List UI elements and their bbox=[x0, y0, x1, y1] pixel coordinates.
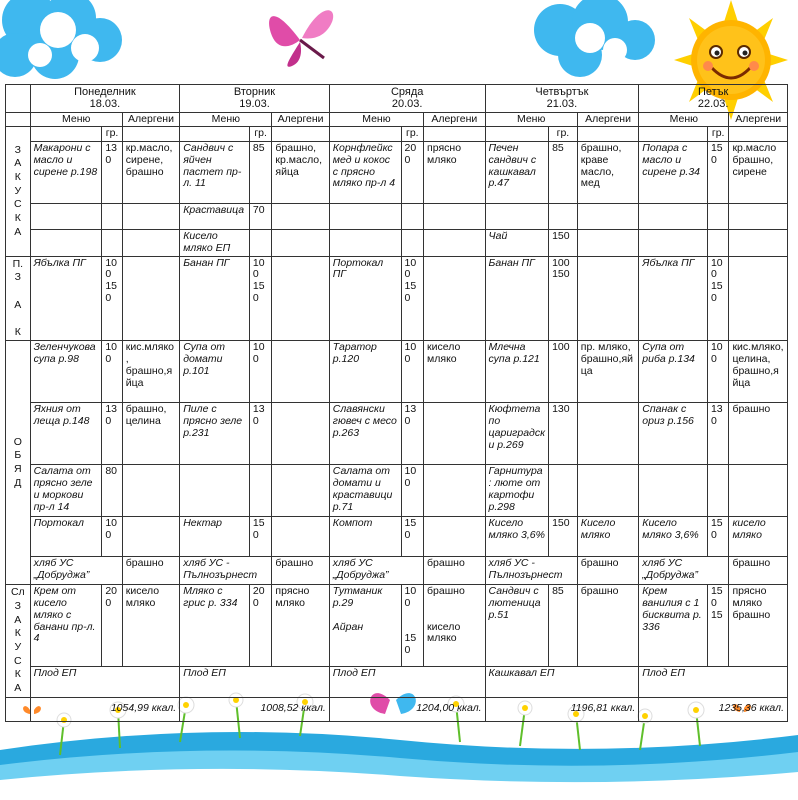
allergens-cell: брашно bbox=[122, 557, 179, 585]
menu-item: Кисело мляко ЕП bbox=[180, 230, 250, 257]
cloud-icon bbox=[0, 0, 130, 80]
grams-header: гр. bbox=[401, 127, 424, 142]
menu-header: Меню bbox=[180, 112, 272, 127]
table-row bbox=[6, 230, 788, 257]
grams-cell: 100 bbox=[102, 517, 122, 557]
day-header: Вторник 19.03. bbox=[180, 85, 330, 113]
grams-cell: 200 bbox=[401, 142, 424, 204]
allergens-cell: кис.мляко, брашно,яйца bbox=[122, 341, 179, 403]
grams-cell: 130 bbox=[102, 403, 122, 465]
allergens-cell: кр.масло брашно, сирене bbox=[729, 142, 788, 204]
grams-cell: 100 150 bbox=[401, 585, 424, 666]
menu-item: Мляко с грис р. 334 bbox=[180, 585, 250, 666]
allergens-cell: кисело мляко bbox=[424, 341, 486, 403]
calories-total: 1196,81 ккал. bbox=[485, 697, 639, 721]
day-header-row bbox=[6, 85, 788, 113]
menu-item: Чай bbox=[485, 230, 549, 257]
grams-cell: 100 150 bbox=[707, 256, 729, 341]
menu-item: Портокал bbox=[30, 517, 102, 557]
column-header-row bbox=[6, 112, 788, 127]
grams-cell: 200 bbox=[102, 585, 122, 666]
menu-header: Меню bbox=[485, 112, 577, 127]
menu-item: Попара с масло и сирене р.34 bbox=[639, 142, 708, 204]
allergens-cell: прясно мляко брашно bbox=[729, 585, 788, 666]
grams-header-row bbox=[6, 127, 788, 142]
table-row bbox=[6, 465, 788, 517]
menu-item: Крем ванилия с 1 бисквита р. 336 bbox=[639, 585, 708, 666]
allergens-cell bbox=[272, 403, 329, 465]
table-row bbox=[6, 585, 788, 666]
weekly-menu-table bbox=[5, 84, 788, 722]
calories-row bbox=[6, 697, 788, 721]
grams-cell: 150 bbox=[249, 517, 272, 557]
menu-header: Меню bbox=[329, 112, 423, 127]
menu-item: Млечна супа р.121 bbox=[485, 341, 549, 403]
grams-cell: 85 bbox=[549, 585, 578, 666]
calories-total: 1204,00 ккал. bbox=[329, 697, 485, 721]
menu-item: Кисело мляко 3,6% bbox=[485, 517, 549, 557]
allergens-cell: брашно, целина bbox=[122, 403, 179, 465]
day-header: Понеделник 18.03. bbox=[30, 85, 180, 113]
grams-cell: 100 150 bbox=[549, 256, 578, 341]
grams-cell: 85 bbox=[249, 142, 272, 204]
grams-cell: 150 bbox=[549, 230, 578, 257]
day-header: Четвъртък 21.03. bbox=[485, 85, 639, 113]
menu-item: Плод ЕП bbox=[639, 666, 788, 697]
grams-cell: 100 bbox=[249, 341, 272, 403]
menu-item: Кашкавал ЕП bbox=[485, 666, 639, 697]
menu-item: Пиле с прясно зеле р.231 bbox=[180, 403, 250, 465]
section-breakfast: З А К У С К А bbox=[6, 127, 31, 256]
menu-item: Макарони с масло и сирене р.198 bbox=[30, 142, 102, 204]
allergens-cell: кр.масло, сирене, брашно bbox=[122, 142, 179, 204]
grams-cell: 100 bbox=[549, 341, 578, 403]
menu-item: Нектар bbox=[180, 517, 250, 557]
section-afternoon-snack: Сл З А К У С К А bbox=[6, 585, 31, 697]
butterfly-icon bbox=[262, 0, 340, 72]
grams-cell: 100 150 bbox=[401, 256, 424, 341]
menu-item: Кюфтета по цариградски р.269 bbox=[485, 403, 549, 465]
grams-header: гр. bbox=[707, 127, 729, 142]
menu-item: Супа от риба р.134 bbox=[639, 341, 708, 403]
table-row bbox=[6, 256, 788, 341]
menu-item: Плод ЕП bbox=[180, 666, 330, 697]
allergens-cell: пр. мляко, брашно,яйца bbox=[577, 341, 639, 403]
menu-item-extra: Айран bbox=[332, 620, 364, 633]
grams-cell: 100 bbox=[102, 341, 122, 403]
menu-item: Супа от домати р.101 bbox=[180, 341, 250, 403]
menu-item: Компот bbox=[329, 517, 401, 557]
table-row bbox=[6, 142, 788, 204]
menu-item: Плод ЕП bbox=[329, 666, 485, 697]
calories-total: 1008,52 ккал. bbox=[180, 697, 330, 721]
allergens-cell: кис.мляко, целина, брашно,яйца bbox=[729, 341, 788, 403]
table-row bbox=[6, 666, 788, 697]
menu-item: Краставица bbox=[180, 204, 250, 230]
menu-item: Кисело мляко 3,6% bbox=[639, 517, 708, 557]
allergens-cell: брашно bbox=[272, 557, 329, 585]
menu-item: хляб УС - Пълнозърнест bbox=[180, 557, 272, 585]
grams-cell: 150 bbox=[707, 142, 729, 204]
grams-cell: 100 150 bbox=[249, 256, 272, 341]
menu-item: Крем от кисело мляко с банани пр-л. 4 bbox=[30, 585, 102, 666]
menu-item: хляб УС „Добруджа” bbox=[639, 557, 729, 585]
menu-item: Портокал ПГ bbox=[329, 256, 401, 341]
grams-cell: 100 bbox=[707, 341, 729, 403]
grams-header: гр. bbox=[249, 127, 272, 142]
calories-total: 1235,36 ккал. bbox=[639, 697, 788, 721]
menu-item: Сандвич с яйчен пастет пр-л. 11 bbox=[180, 142, 250, 204]
menu-header: Меню bbox=[639, 112, 729, 127]
allergens-cell bbox=[577, 403, 639, 465]
menu-item: Банан ПГ bbox=[485, 256, 549, 341]
allergens-cell: кисело мляко bbox=[122, 585, 179, 666]
allergens-cell: брашно bbox=[729, 557, 788, 585]
menu-item: Сандвич с лютеница р.51 bbox=[485, 585, 549, 666]
menu-item: Таратор р.120 bbox=[329, 341, 401, 403]
grams-cell: 85 bbox=[549, 142, 578, 204]
allergens-cell: брашно bbox=[729, 403, 788, 465]
allergens-cell: брашно, краве масло, мед bbox=[577, 142, 639, 204]
menu-item: Банан ПГ bbox=[180, 256, 250, 341]
allergens-header: Алергени bbox=[577, 112, 639, 127]
day-header: Сряда 20.03. bbox=[329, 85, 485, 113]
table-row bbox=[6, 557, 788, 585]
menu-header: Меню bbox=[30, 112, 122, 127]
grams-cell: 130 bbox=[549, 403, 578, 465]
allergens-cell: прясно мляко bbox=[424, 142, 486, 204]
allergens-cell: Кисело мляко bbox=[577, 517, 639, 557]
grams-cell: 150 15 bbox=[707, 585, 729, 666]
table-row bbox=[6, 517, 788, 557]
allergens-cell: кисело мляко bbox=[729, 517, 788, 557]
grams-cell: 70 bbox=[249, 204, 272, 230]
allergens-header: Алергени bbox=[272, 112, 329, 127]
menu-item: хляб УС „Добруджа” bbox=[30, 557, 122, 585]
menu-item: хляб УС „Добруджа” bbox=[329, 557, 423, 585]
menu-item: Тутманик р.29 Айран bbox=[329, 585, 401, 666]
allergens-cell: брашно, кр.масло, яйца bbox=[272, 142, 329, 204]
grams-cell: 100 150 bbox=[102, 256, 122, 341]
section-snack: П. З А К bbox=[6, 256, 31, 341]
grams-cell: 100 bbox=[401, 465, 424, 517]
grams-header: гр. bbox=[549, 127, 578, 142]
allergens-cell: брашно кисело мляко bbox=[424, 585, 486, 666]
allergens-header: Алергени bbox=[122, 112, 179, 127]
menu-item: Печен сандвич с кашкавал р.47 bbox=[485, 142, 549, 204]
menu-item: Яхния от леща р.148 bbox=[30, 403, 102, 465]
allergens-cell: брашно bbox=[424, 557, 486, 585]
menu-item: Плод ЕП bbox=[30, 666, 180, 697]
grams-cell: 130 bbox=[401, 403, 424, 465]
table-row bbox=[6, 204, 788, 230]
grams-header: гр. bbox=[102, 127, 122, 142]
grams-cell: 150 bbox=[707, 517, 729, 557]
allergens-cell: брашно bbox=[577, 557, 639, 585]
grams-cell: 150 bbox=[401, 517, 424, 557]
table-row bbox=[6, 403, 788, 465]
menu-item: Ябълка ПГ bbox=[639, 256, 708, 341]
grams-cell: 130 bbox=[249, 403, 272, 465]
grams-cell: 150 bbox=[549, 517, 578, 557]
menu-item: Гарнитура: люте от картофи р.298 bbox=[485, 465, 549, 517]
menu-item: Корнфлейкс мед и кокос с прясно мляко пр-л 4 bbox=[329, 142, 401, 204]
allergens-header: Алергени bbox=[729, 112, 788, 127]
section-lunch: О Б Я Д bbox=[6, 341, 31, 585]
menu-item: Салата от прясно зеле и моркови пр-л 14 bbox=[30, 465, 102, 517]
grams-cell: 100 bbox=[401, 341, 424, 403]
allergens-cell: брашно bbox=[577, 585, 639, 666]
allergens-cell bbox=[272, 341, 329, 403]
menu-item: хляб УС - Пълнозърнест bbox=[485, 557, 577, 585]
grams-cell: 130 bbox=[102, 142, 122, 204]
grams-cell: 80 bbox=[102, 465, 122, 517]
menu-item: Спанак с ориз р.156 bbox=[639, 403, 708, 465]
menu-item: Ябълка ПГ bbox=[30, 256, 102, 341]
day-header: Петък 22.03. bbox=[639, 85, 788, 113]
cloud-icon bbox=[520, 0, 660, 80]
table-row bbox=[6, 341, 788, 403]
menu-item: Зеленчукова супа р.98 bbox=[30, 341, 102, 403]
allergens-header: Алергени bbox=[424, 112, 486, 127]
calories-total: 1054,99 ккал. bbox=[30, 697, 180, 721]
menu-item: Салата от домати и краставици р.71 bbox=[329, 465, 401, 517]
allergens-cell: прясно мляко bbox=[272, 585, 329, 666]
allergens-cell bbox=[424, 403, 486, 465]
menu-item: Славянски гювеч с месо р.263 bbox=[329, 403, 401, 465]
grams-cell: 200 bbox=[249, 585, 272, 666]
grams-cell: 130 bbox=[707, 403, 729, 465]
